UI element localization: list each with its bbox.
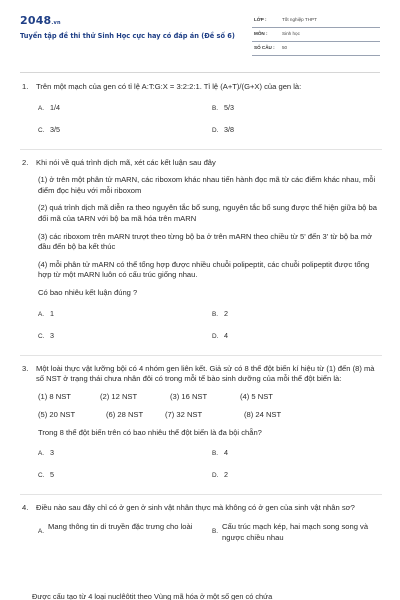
option-text: 3 [50, 448, 54, 458]
meta-label: SỐ CÂU : [254, 45, 275, 50]
mutant-item: (8) 24 NST [244, 409, 282, 419]
meta-value: 50 [282, 45, 288, 50]
question-separator [20, 355, 382, 356]
option-text: 1/4 [50, 102, 60, 112]
question-3 [22, 364, 382, 483]
question-separator [20, 494, 382, 495]
option-key: B. [212, 527, 219, 535]
statement-2: (2) quá trình dịch mã diễn ra theo nguyên tắc bổ sung, nguyên tắc bổ sung được thể hiện giữa bộ ba đối mã của tARN với bộ ba mã hóa trên mARN [38, 203, 377, 223]
option-c[interactable] [38, 125, 60, 137]
meta-row-class [252, 14, 380, 28]
option-key: B. [212, 104, 219, 112]
option-text: 2 [224, 470, 228, 480]
option-a[interactable] [38, 448, 54, 460]
option-key: A. [38, 310, 45, 318]
options-row [22, 470, 382, 482]
option-key: B. [212, 310, 219, 318]
option-key: D. [212, 472, 219, 480]
question-prompt: Có bao nhiêu kết luận đúng ? [38, 287, 138, 297]
option-a[interactable] [38, 103, 60, 115]
mutant-item: (3) 16 NST [170, 391, 208, 401]
option-key: C. [38, 332, 45, 340]
document-header [0, 0, 400, 62]
logo-main: 2048 [20, 14, 52, 27]
option-c[interactable] [38, 331, 54, 343]
logo-suffix: .vn [51, 20, 61, 26]
meta-value: Sinh học [282, 31, 300, 36]
mutant-item: (5) 20 NST [38, 409, 76, 419]
cut-off-options-line: Được cấu tạo từ 4 loại nuclêôtit theo Vùng mã hóa ở một số gen có chứa [32, 592, 273, 600]
meta-row-subject [252, 28, 380, 42]
option-text: 3 [50, 330, 54, 340]
statement-3: (3) các riboxom trên mARN trượt theo từng bộ ba ở trên mARN theo chiều từ 5' đến 3' từ bộ ba mở đầu đến bộ ba kết thúc [38, 231, 373, 252]
option-b[interactable] [212, 448, 228, 460]
meta-row-count [252, 42, 380, 56]
option-a[interactable] [38, 309, 54, 321]
option-key: B. [212, 450, 219, 458]
option-key: C. [38, 126, 45, 134]
option-key: D. [212, 332, 219, 340]
meta-label: MÔN : [254, 31, 268, 36]
site-logo[interactable] [20, 14, 61, 27]
option-key: C. [38, 472, 45, 480]
document-title: Tuyển tập đề thi thử Sinh Học cực hay có đáp án (Đề số 6) [20, 32, 235, 40]
question-stem: Điều nào sau đây chỉ có ở gen ở sinh vật nhân thực mà không có ở gen của sinh vật nhân sơ? [36, 503, 355, 513]
option-d[interactable] [212, 125, 234, 137]
options-row [22, 125, 382, 137]
question-stem: Khi nói về quá trình dịch mã, xét các kết luận sau đây [36, 157, 216, 167]
question-stem: Trên một mạch của gen có tỉ lệ A:T:G:X = 3:2:2:1. Tỉ lệ (A+T)/(G+X) của gen là: [36, 82, 302, 91]
mutant-row-1 [22, 392, 382, 403]
option-b[interactable] [212, 522, 372, 543]
option-text: 3/8 [224, 124, 234, 134]
question-number: 2. [22, 157, 29, 167]
option-text: 4 [224, 448, 228, 458]
option-d[interactable] [212, 331, 228, 343]
option-a[interactable] [38, 522, 198, 533]
statement-1: (1) ở trên một phân tử mARN, các riboxom khác nhau tiến hành đọc mã từ các điểm khác nhau, mỗi điểm đọc hiệu với mỗi riboxom [38, 175, 376, 195]
option-text: 1 [50, 308, 54, 318]
question-2 [22, 158, 382, 343]
question-4 [22, 503, 382, 550]
option-text: 5/3 [224, 102, 234, 112]
option-text: Cấu trúc mạch kép, hai mạch song song và ngược chiều nhau [222, 521, 369, 542]
question-prompt: Trong 8 thể đột biến trên có bao nhiêu thể đột biến là đa bội chẵn? [38, 427, 262, 437]
options-row [22, 448, 382, 460]
option-key: A. [38, 104, 45, 112]
meta-label: LỚP : [254, 17, 267, 22]
mutant-item: (2) 12 NST [100, 391, 138, 401]
option-text: 4 [224, 330, 228, 340]
options-row [22, 309, 382, 321]
option-key: D. [212, 126, 219, 134]
question-number: 4. [22, 503, 29, 513]
option-c[interactable] [38, 470, 54, 482]
statement-4: (4) mỗi phân tử mARN có thể tổng hợp được nhiều chuỗi polipeptit, các chuỗi polipeptit được tổng hợp từ một mARN luôn có cấu trúc giống nhau. [38, 259, 370, 280]
question-stem: Một loài thực vật lưỡng bội có 4 nhóm gen liên kết. Giả sử có 8 thể đột biến kí hiệu từ (1) đến (8) mà số NST ở trạng thái chưa nhân đôi có trong mỗi tế bào sinh dưỡng của mỗi thể đột biến là: [36, 363, 375, 384]
option-b[interactable] [212, 103, 234, 115]
option-d[interactable] [212, 470, 228, 482]
question-text [22, 82, 382, 93]
option-b[interactable] [212, 309, 228, 321]
mutant-item: (4) 5 NST [240, 391, 273, 401]
questions-list [22, 82, 382, 550]
mutant-row-2 [22, 410, 382, 421]
header-divider [20, 72, 380, 73]
question-number: 1. [22, 82, 29, 91]
question-text [22, 158, 382, 169]
option-key: A. [38, 450, 45, 458]
options-row [22, 103, 382, 115]
question-1 [22, 82, 382, 137]
question-text [22, 364, 382, 385]
meta-table [252, 14, 380, 56]
mutant-item: (7) 32 NST [165, 409, 203, 419]
option-text: 2 [224, 308, 228, 318]
option-text: 5 [50, 470, 54, 480]
meta-value: Tốt nghiệp THPT [282, 17, 317, 22]
question-separator [20, 149, 382, 150]
options-row [22, 522, 382, 550]
options-row [22, 331, 382, 343]
option-text: Mang thông tin di truyền đặc trưng cho loài [48, 521, 193, 531]
question-text [22, 503, 382, 514]
mutant-item: (6) 28 NST [106, 409, 144, 419]
mutant-item: (1) 8 NST [38, 391, 71, 401]
option-text: 3/5 [50, 124, 60, 134]
option-key: A. [38, 527, 45, 535]
question-number: 3. [22, 363, 29, 373]
